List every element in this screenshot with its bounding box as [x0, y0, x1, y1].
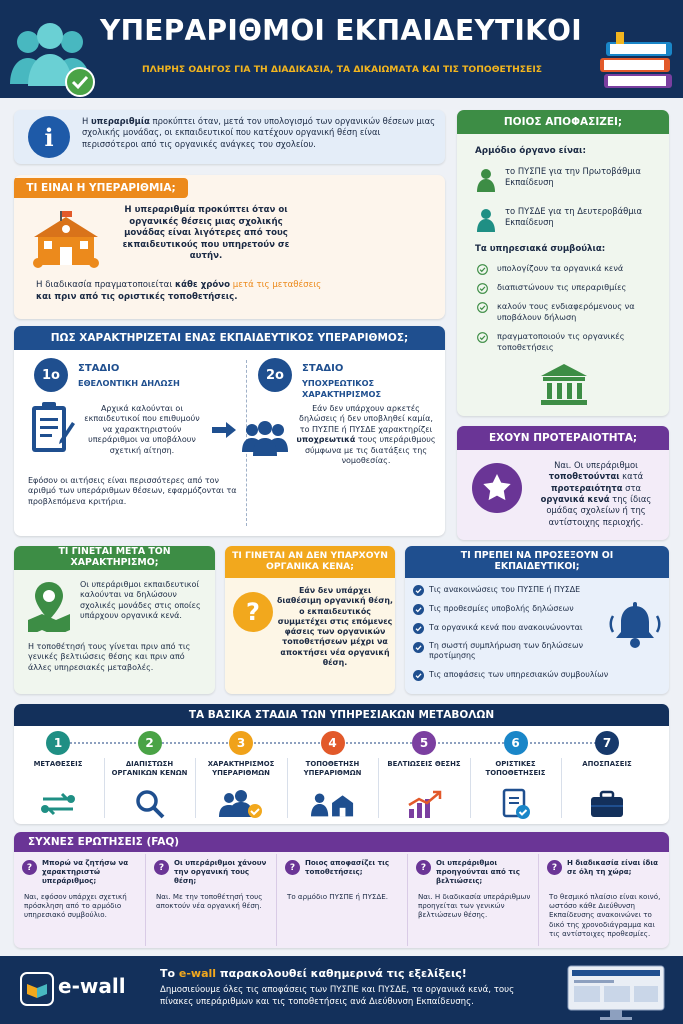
page-title: ΥΠΕΡΑΡΙΘΜΟΙ ΕΚΠΑΙΔΕΥΤΙΚΟΙ	[100, 14, 582, 47]
attention-item: Τις αποφάσεις των υπηρεσιακών συμβουλίων	[429, 670, 609, 679]
check-circle-icon	[413, 623, 424, 634]
check-circle-icon	[413, 670, 424, 681]
growth-chart-icon	[402, 788, 446, 820]
intro-card	[14, 110, 445, 164]
check-circle-icon	[413, 642, 424, 653]
who-decides-heading: ΠΟΙΟΣ ΑΠΟΦΑΣΙΖΕΙ;	[457, 110, 669, 134]
faq-item	[276, 854, 407, 946]
check-circle-icon	[413, 585, 424, 596]
footer-logo: e-wall	[58, 974, 126, 998]
pysde-text: το ΠΥΣΔΕ για τη Δευτεροβάθμια Εκπαίδευση	[505, 206, 642, 227]
council-item: πραγματοποιούν τις οργανικές τοποθετήσεις	[497, 331, 625, 352]
attention-item: Τη σωστή συμπλήρωση των δηλώσεων προτίμησης	[429, 641, 583, 661]
what-is-heading: ΤΙ ΕΙΝΑΙ Η ΥΠΕΡΑΡΙΘΜΙΑ;	[14, 178, 188, 198]
what-is-card	[14, 175, 445, 319]
teacher-group-icon	[6, 20, 98, 98]
attention-item: Τις προθεσμίες υποβολής δηλώσεων	[429, 604, 574, 613]
faq-question-icon: ?	[285, 860, 300, 875]
person-icon	[477, 168, 495, 192]
faq-card	[14, 832, 669, 948]
councils-label: Τα υπηρεσιακά συμβούλια:	[475, 244, 606, 254]
school-icon	[30, 209, 102, 271]
stage-label: ΤΟΠΟΘΕΤΗΣΗ ΥΠΕΡΑΡΙΘΜΩΝ	[303, 760, 362, 777]
info-icon: i	[28, 116, 70, 158]
institution-icon	[539, 362, 589, 406]
no-vacancy-heading: ΤΙ ΓΙΝΕΤΑΙ ΑΝ ΔΕΝ ΥΠΑΡΧΟΥΝ ΟΡΓΑΝΙΚΑ ΚΕΝΑ;	[225, 546, 395, 578]
monitor-icon	[566, 964, 666, 1022]
priority-heading: ΕΧΟΥΝ ΠΡΟΤΕΡΑΙΟΤΗΤΑ;	[457, 426, 669, 450]
after-card	[14, 546, 215, 694]
faq-question-icon: ?	[154, 860, 169, 875]
faq-answer: Το θεσμικό πλαίσιο είναι κοινό, ωστόσο κάθε Διεύθυνση Εκπαίδευσης ανακοινώνει το δικό της χρονοδιάγραμμα και τις αντίστοιχες προθεσμίες.	[549, 892, 661, 938]
pyspe-text: το ΠΥΣΠΕ για την Πρωτοβάθμια Εκπαίδευση	[505, 166, 641, 187]
faq-question-icon: ?	[22, 860, 37, 875]
what-is-text: Η υπεραριθμία προκύπτει όταν οι οργανικές θέσεις μιας σχολικής μονάδας είναι λιγότερες από τους εκπαιδευτικούς που υπηρετούν σε αυτήν.	[122, 205, 290, 262]
person-school-icon	[311, 788, 355, 820]
faq-question-icon: ?	[416, 860, 431, 875]
faq-item	[407, 854, 538, 946]
transfer-arrows-icon	[36, 788, 80, 820]
faq-item	[538, 854, 669, 946]
faq-question: Η διαδικασία είναι ίδια σε όλη τη χώρα;	[567, 858, 659, 876]
attention-item: Τις ανακοινώσεις του ΠΥΣΠΕ ή ΠΥΣΔΕ	[429, 585, 581, 594]
stage-divider	[104, 758, 105, 818]
stage-number: 1	[46, 731, 70, 755]
document-check-icon	[494, 788, 538, 820]
attention-item: Τα οργανικά κενά που ανακοινώνονται	[429, 623, 583, 632]
faq-answer: Ναι. Η διαδικασία υπεράριθμων προηγείται των γενικών βελτιώσεων θέσης.	[418, 892, 531, 920]
stage-1-badge: 1ο	[34, 358, 68, 392]
briefcase-icon	[585, 788, 629, 820]
stage-label: ΑΠΟΣΠΑΣΕΙΣ	[582, 760, 632, 768]
stage-label: ΟΡΙΣΤΙΚΕΣ ΤΟΠΟΘΕΤΗΣΕΙΣ	[485, 760, 546, 777]
what-is-when: Η διαδικασία πραγματοποιείται κάθε χρόνο μετά τις μεταθέσεις και πριν από τις οριστικές τοποθετήσεις.	[36, 280, 322, 303]
faq-question: Οι υπεράριθμοι χάνουν την οργανική τους θέση;	[174, 858, 267, 885]
stage-number: 3	[229, 731, 253, 755]
stage-2-text: Εάν δεν υπάρχουν αρκετές δηλώσεις ή δεν υποβληθεί καμία, το ΠΥΣΠΕ ή ΠΥΣΔΕ χαρακτηρίζει υποχρεωτικά τους υπεράριθμους σύμφωνα με τις διατάξεις της νομοθεσίας.	[296, 404, 436, 465]
stage-2-title: ΣΤΑΔΙΟ	[302, 363, 344, 374]
people-check-icon	[219, 788, 263, 820]
stage-2-subtitle: ΥΠΟΧΡΕΩΤΙΚΟΣ ΧΑΡΑΚΤΗΡΙΣΜΟΣ	[302, 378, 382, 399]
question-icon: ?	[233, 592, 273, 632]
after-text: Οι υπεράριθμοι εκπαιδευτικοί καλούνται να δηλώσουν σχολικές μονάδες στις οποίες υπάρχουν οργανικά κενά.	[80, 580, 201, 621]
faq-answer: Ναι, εφόσον υπάρχει σχετική πρόσκληση από το αρμόδιο υπηρεσιακό συμβούλιο.	[24, 892, 127, 920]
stage-1-note: Εφόσον οι αιτήσεις είναι περισσότερες από τον αριθμό των υπεράριθμων θέσεων, εφαρμόζονται τα προβλεπόμενα κριτήρια.	[28, 476, 237, 506]
check-circle-icon	[413, 604, 424, 615]
ewall-logo-icon	[20, 972, 54, 1006]
stage-divider	[470, 758, 471, 818]
faq-question: Ποιος αποφασίζει τις τοποθετήσεις;	[305, 858, 390, 876]
check-icon	[477, 332, 488, 343]
no-vacancy-text: Εάν δεν υπάρχει διαθέσιμη οργανική θέση, ο εκπαιδευτικός συμμετέχει στις επόμενες φάσεις των οργανικών τοποθετήσεων μέχρι να αποκτήσει νέα οργανική θέση.	[277, 586, 393, 667]
stage-label: ΒΕΛΤΙΩΣΕΙΣ ΘΕΣΗΣ	[387, 760, 461, 768]
bell-icon	[607, 600, 663, 652]
magnifier-icon	[128, 788, 172, 820]
faq-question: Οι υπεράριθμοι προηγούνται από τις βελτιώσεις;	[436, 858, 520, 885]
check-icon	[477, 283, 488, 294]
clipboard-icon	[30, 400, 76, 456]
organ-label: Αρμόδιο όργανο είναι:	[475, 146, 586, 156]
stage-1-subtitle: ΕΘΕΛΟΝΤΙΚΗ ΔΗΛΩΣΗ	[78, 378, 180, 388]
attention-card	[405, 546, 669, 694]
council-item: υπολογίζουν τα οργανικά κενά	[497, 263, 624, 273]
stage-divider	[378, 758, 379, 818]
faq-heading: ΣΥΧΝΕΣ ΕΡΩΤΗΣΕΙΣ (FAQ)	[14, 832, 669, 852]
stage-number: 2	[138, 731, 162, 755]
header	[0, 0, 683, 98]
no-vacancy-card	[225, 546, 395, 694]
stage-divider	[561, 758, 562, 818]
footer	[0, 956, 683, 1024]
after-heading: ΤΙ ΓΙΝΕΤΑΙ ΜΕΤΑ ΤΟΝ ΧΑΡΑΚΤΗΡΙΣΜΟ;	[14, 546, 215, 570]
intro-text: Η υπεραριθμία προκύπτει όταν, μετά τον υπολογισμό των οργανικών θέσεων μιας σχολικής μονάδας, οι εκπαιδευτικοί που κατέχουν οργανική θέση είναι περισσότεροι από τις οργανικές ανάγκες του σχολείου.	[82, 116, 436, 149]
how-characterized-card	[14, 326, 445, 536]
after-note: Η τοποθέτησή τους γίνεται πριν από τις γενικές βελτιώσεις θέσης και πριν από άλλες υπηρεσιακές μεταβολές.	[28, 642, 191, 672]
attention-heading: ΤΙ ΠΡΕΠΕΙ ΝΑ ΠΡΟΣΕΞΟΥΝ ΟΙ ΕΚΠΑΙΔΕΥΤΙΚΟΙ;	[405, 546, 669, 578]
how-heading: ΠΩΣ ΧΑΡΑΚΤΗΡΙΖΕΤΑΙ ΕΝΑΣ ΕΚΠΑΙΔΕΥΤΙΚΟΣ ΥΠΕΡΑΡΙΘΜΟΣ;	[14, 326, 445, 350]
faq-answer: Το αρμόδιο ΠΥΣΠΕ ή ΠΥΣΔΕ.	[287, 892, 389, 901]
person-icon	[477, 208, 495, 232]
check-icon	[477, 302, 488, 313]
map-pin-icon	[24, 580, 74, 632]
books-icon	[598, 30, 678, 94]
stages-card	[14, 704, 669, 824]
stage-1-text: Αρχικά καλούνται οι εκπαιδευτικοί που επιθυμούν να χαρακτηριστούν υπεράριθμοι να υποβάλουν σχετική αίτηση.	[84, 404, 200, 455]
stage-divider	[195, 758, 196, 818]
who-decides-card	[457, 110, 669, 416]
stage-2-badge: 2ο	[258, 358, 292, 392]
stage-number: 4	[321, 731, 345, 755]
stage-label: ΜΕΤΑΘΕΣΕΙΣ	[33, 760, 83, 768]
people-icon	[240, 420, 290, 458]
stages-heading: ΤΑ ΒΑΣΙΚΑ ΣΤΑΔΙΑ ΤΩΝ ΥΠΗΡΕΣΙΑΚΩΝ ΜΕΤΑΒΟΛΩΝ	[14, 704, 669, 726]
priority-card	[457, 426, 669, 540]
stage-label: ΔΙΑΠΙΣΤΩΣΗ ΟΡΓΑΝΙΚΩΝ ΚΕΝΩΝ	[111, 760, 188, 777]
priority-text: Ναι. Οι υπεράριθμοι τοποθετούνται κατά προτεραιότητα στα οργανικά κενά της ίδιας ομάδας σχολείων ή της αντίστοιχης περιοχής.	[540, 460, 652, 527]
faq-question: Μπορώ να ζητήσω να χαρακτηριστώ υπεράριθμος;	[42, 858, 129, 885]
council-item: καλούν τους ενδιαφερόμενους να υποβάλουν δήλωση	[497, 301, 635, 322]
faq-item	[14, 854, 145, 946]
stage-number: 7	[595, 731, 619, 755]
faq-item	[145, 854, 276, 946]
stage-number: 6	[504, 731, 528, 755]
stage-divider	[287, 758, 288, 818]
faq-answer: Ναι. Με την τοποθέτησή τους αποκτούν νέα οργανική θέση.	[156, 892, 263, 911]
stage-label: ΧΑΡΑΚΤΗΡΙΣΜΟΣ ΥΠΕΡΑΡΙΘΜΩΝ	[207, 760, 275, 777]
stage-1-title: ΣΤΑΔΙΟ	[78, 363, 120, 374]
council-item: διαπιστώνουν τις υπεραριθμίες	[497, 282, 627, 292]
stage-number: 5	[412, 731, 436, 755]
footer-headline: Το e-wall παρακολουθεί καθημερινά τις εξελίξεις!	[160, 967, 467, 980]
arrow-right-icon	[212, 422, 236, 438]
star-icon	[471, 462, 523, 514]
footer-text: Δημοσιεύουμε όλες τις αποφάσεις των ΠΥΣΠΕ και ΠΥΣΔΕ, τα οργανικά κενά, τους πίνακες υπεράριθμων και τις τοποθετήσεις ανά Διεύθυνση Εκπαίδευσης.	[160, 985, 515, 1007]
check-icon	[477, 264, 488, 275]
page-subtitle: ΠΛΗΡΗΣ ΟΔΗΓΟΣ ΓΙΑ ΤΗ ΔΙΑΔΙΚΑΣΙΑ, ΤΑ ΔΙΚΑΙΩΜΑΤΑ ΚΑΙ ΤΙΣ ΤΟΠΟΘΕΤΗΣΕΙΣ	[141, 64, 543, 75]
faq-question-icon: ?	[547, 860, 562, 875]
